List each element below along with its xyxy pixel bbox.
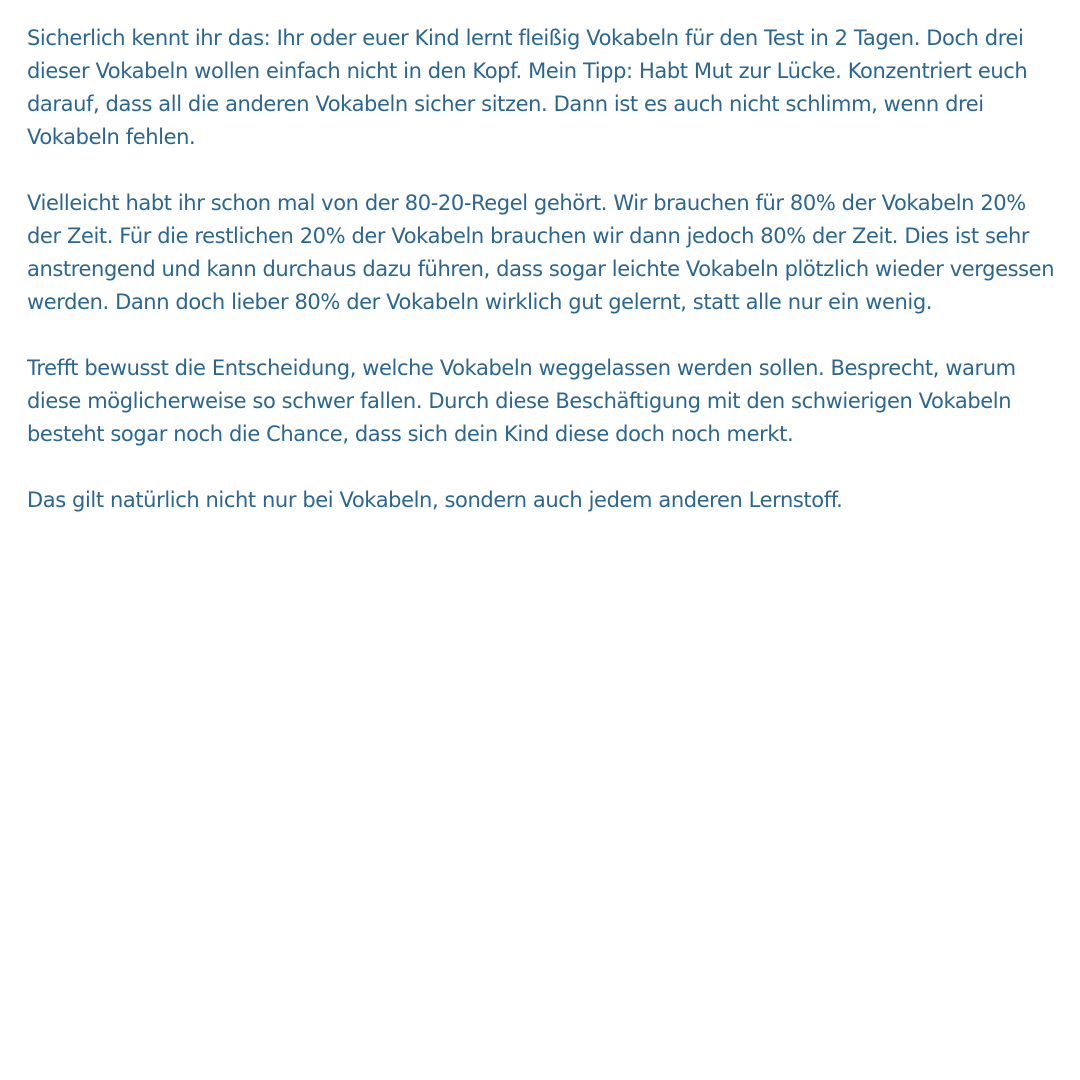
paragraph-intro: Sicherlich kennt ihr das: Ihr oder euer Kind lernt fleißig Vokabeln für den Test in 2 Tagen. Doch drei dieser Vokabeln wollen einfach nicht in den Kopf. Mein Tipp: Habt Mut zur Lücke. Konzentriert euch darauf, dass all die anderen Vokabeln sicher sitzen. Dann ist es auch nicht schlimm, wenn drei Vokabeln fehlen. bbox=[27, 26, 1028, 149]
paragraph-conclusion: Das gilt natürlich nicht nur bei Vokabeln, sondern auch jedem anderen Lernstoff. bbox=[27, 488, 843, 512]
paragraph-80-20-rule: Vielleicht habt ihr schon mal von der 80-20-Regel gehört. Wir brauchen für 80% der Vokabeln 20% der Zeit. Für die restlichen 20% der Vokabeln brauchen wir dann jedoch 80% der Zeit. Dies ist sehr anstrengend und kann durchaus dazu führen, dass sogar leichte Vokabeln plötzlich wieder vergessen werden. Dann doch lieber 80% der Vokabeln wirklich gut gelernt, statt alle nur ein wenig. bbox=[27, 191, 1055, 314]
paragraph-decision: Trefft bewusst die Entscheidung, welche Vokabeln weggelassen werden sollen. Besprecht, warum diese möglicherweise so schwer fallen. Durch diese Beschäftigung mit den schwierigen Vokabeln besteht sogar noch die Chance, dass sich dein Kind diese doch noch merkt. bbox=[27, 356, 1016, 446]
article-body bbox=[27, 22, 1057, 550]
